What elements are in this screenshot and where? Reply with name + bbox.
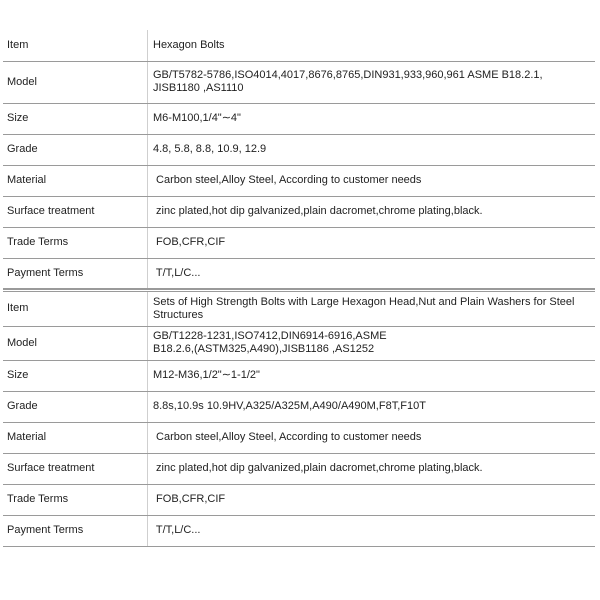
row-value: GB/T1228-1231,ISO7412,DIN6914-6916,ASME B18.2.6,(ASTM325,A490),JISB1186 ,AS1252 — [148, 326, 596, 360]
table-row — [3, 326, 595, 360]
table-row — [3, 360, 595, 391]
row-label: Payment Terms — [3, 515, 148, 546]
row-value: Carbon steel,Alloy Steel, According to customer needs — [148, 165, 596, 196]
row-label: Size — [3, 103, 148, 134]
row-value: FOB,CFR,CIF — [148, 227, 596, 258]
table-row — [3, 391, 595, 422]
table-row — [3, 453, 595, 484]
row-label: Grade — [3, 134, 148, 165]
table-row — [3, 258, 595, 288]
row-value: Sets of High Strength Bolts with Large Hexagon Head,Nut and Plain Washers for Steel Structures — [148, 290, 596, 326]
high-strength-bolts-table — [3, 289, 595, 547]
spec-tables — [3, 30, 595, 547]
row-value: M12-M36,1/2"∼1-1/2" — [148, 360, 596, 391]
hexagon-bolts-table — [3, 30, 595, 289]
table-row — [3, 196, 595, 227]
table-row — [3, 103, 595, 134]
row-label: Item — [3, 290, 148, 326]
row-label: Model — [3, 326, 148, 360]
row-label: Material — [3, 422, 148, 453]
row-label: Payment Terms — [3, 258, 148, 288]
table-row — [3, 227, 595, 258]
row-label: Trade Terms — [3, 484, 148, 515]
row-value: FOB,CFR,CIF — [148, 484, 596, 515]
row-value: Hexagon Bolts — [148, 30, 596, 61]
row-value: M6-M100,1/4"∼4" — [148, 103, 596, 134]
table-row — [3, 61, 595, 103]
table-row — [3, 30, 595, 61]
row-value: zinc plated,hot dip galvanized,plain dacromet,chrome plating,black. — [148, 196, 596, 227]
table-row — [3, 422, 595, 453]
row-label: Surface treatment — [3, 453, 148, 484]
table-row — [3, 515, 595, 546]
row-value: GB/T5782-5786,ISO4014,4017,8676,8765,DIN931,933,960,961 ASME B18.2.1, JISB1180 ,AS1110 — [148, 61, 596, 103]
table-row — [3, 134, 595, 165]
row-value: zinc plated,hot dip galvanized,plain dacromet,chrome plating,black. — [148, 453, 596, 484]
table-row — [3, 165, 595, 196]
row-label: Size — [3, 360, 148, 391]
table-row — [3, 484, 595, 515]
row-label: Material — [3, 165, 148, 196]
row-value: Carbon steel,Alloy Steel, According to customer needs — [148, 422, 596, 453]
row-value: 4.8, 5.8, 8.8, 10.9, 12.9 — [148, 134, 596, 165]
row-label: Model — [3, 61, 148, 103]
row-label: Surface treatment — [3, 196, 148, 227]
row-label: Grade — [3, 391, 148, 422]
row-value: T/T,L/C... — [148, 258, 596, 288]
table-row — [3, 290, 595, 326]
row-label: Trade Terms — [3, 227, 148, 258]
row-value: T/T,L/C... — [148, 515, 596, 546]
row-value: 8.8s,10.9s 10.9HV,A325/A325M,A490/A490M,F8T,F10T — [148, 391, 596, 422]
row-label: Item — [3, 30, 148, 61]
